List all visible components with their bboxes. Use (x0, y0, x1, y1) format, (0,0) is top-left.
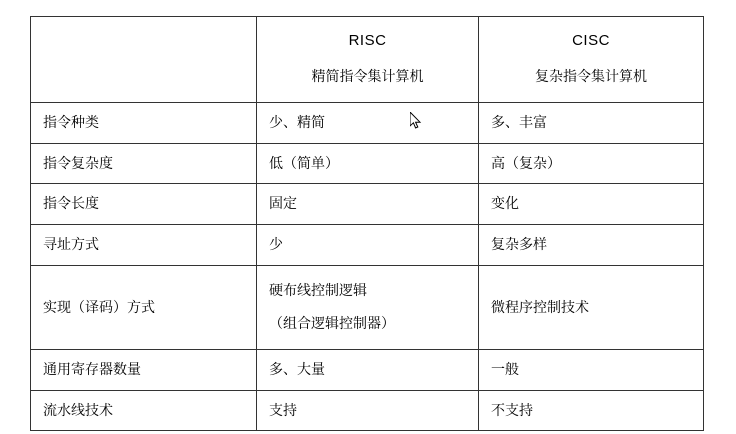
row-label-cell (31, 184, 257, 225)
table-row (31, 143, 704, 184)
header-cell-blank (31, 17, 257, 103)
row-risc-value: 支持 (269, 401, 297, 418)
row-risc-cell (257, 225, 479, 266)
row-label: 流水线技术 (43, 401, 113, 418)
risc-cisc-comparison-table (30, 16, 704, 431)
row-cisc-value: 微程序控制技术 (491, 298, 589, 315)
row-cisc-cell (479, 350, 704, 391)
row-label-cell (31, 143, 257, 184)
header-cisc-subtitle: 复杂指令集计算机 (535, 68, 647, 85)
row-label: 指令长度 (43, 195, 99, 212)
row-cisc-value: 多、丰富 (491, 113, 547, 130)
row-risc-value: 低（简单） (269, 154, 339, 171)
row-cisc-cell (479, 225, 704, 266)
header-cell-risc (257, 17, 479, 103)
row-risc-value: 固定 (269, 195, 297, 212)
row-label: 寻址方式 (43, 236, 99, 252)
row-risc-cell (257, 265, 479, 349)
row-risc-value: 少、精简 (269, 113, 325, 130)
row-risc-cell (257, 143, 479, 184)
row-cisc-value: 高（复杂） (491, 154, 561, 171)
row-cisc-value: 复杂多样 (491, 236, 547, 252)
row-risc-value-line2: （组合逻辑控制器） (269, 315, 395, 332)
table-row (31, 102, 704, 143)
row-cisc-value: 不支持 (491, 401, 533, 418)
row-label: 通用寄存器数量 (43, 361, 141, 378)
row-risc-value: 多、大量 (269, 361, 325, 378)
row-risc-value: 少 (269, 236, 283, 252)
row-cisc-value: 一般 (491, 361, 519, 378)
table-row (31, 184, 704, 225)
row-cisc-cell (479, 143, 704, 184)
row-label-cell (31, 102, 257, 143)
table-row (31, 265, 704, 349)
table-row (31, 390, 704, 431)
row-label: 指令复杂度 (43, 154, 113, 171)
header-risc-title: RISC (348, 32, 387, 49)
header-cisc-title: CISC (572, 32, 610, 49)
row-cisc-cell (479, 265, 704, 349)
row-label: 指令种类 (43, 113, 99, 130)
table-header-row (31, 17, 704, 103)
row-label: 实现（译码）方式 (43, 298, 155, 315)
row-label-cell (31, 225, 257, 266)
row-risc-value-line1: 硬布线控制逻辑 (269, 281, 367, 298)
row-label-cell (31, 390, 257, 431)
row-cisc-cell (479, 184, 704, 225)
table-row (31, 225, 704, 266)
row-cisc-cell (479, 102, 704, 143)
header-risc-subtitle: 精简指令集计算机 (311, 68, 424, 85)
row-cisc-value: 变化 (491, 195, 519, 212)
row-risc-cell (257, 390, 479, 431)
row-risc-cell (257, 184, 479, 225)
row-cisc-cell (479, 390, 704, 431)
row-risc-cell (257, 102, 479, 143)
row-label-cell (31, 265, 257, 349)
header-cell-cisc (479, 17, 704, 103)
row-label-cell (31, 350, 257, 391)
row-risc-cell (257, 350, 479, 391)
table-row (31, 350, 704, 391)
